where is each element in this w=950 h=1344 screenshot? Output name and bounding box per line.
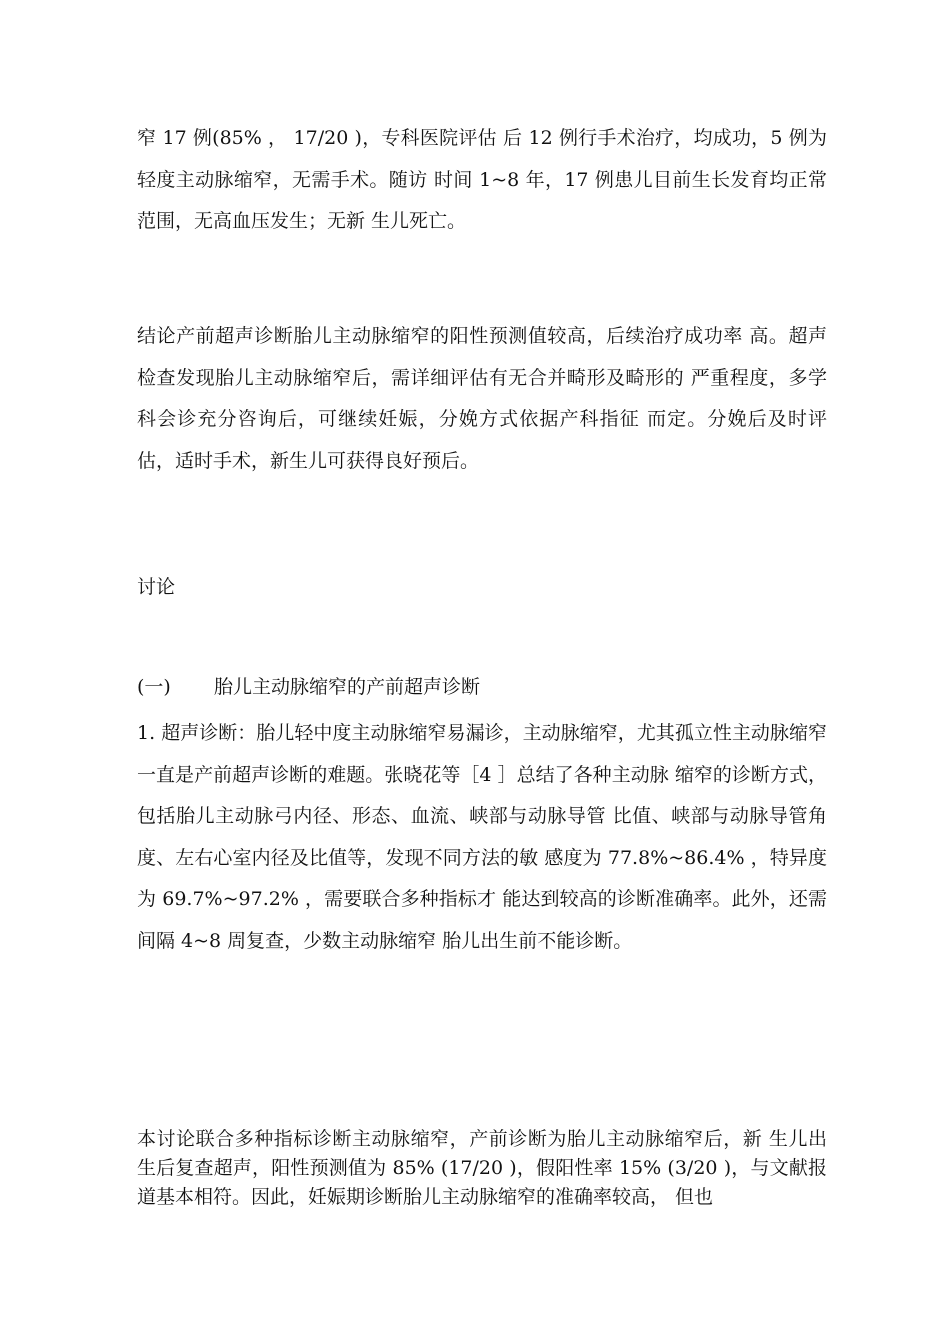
paragraph-results-followup: 窄 17 例(85% ， 17/20 )，专科医院评估 后 12 例行手术治疗，均成功，5 例为轻度主动脉缩窄，无需手术。随访 时间 1~8 年，17 例患儿目前生长发育均正常范围，无高血压发生；无新 生儿死亡。	[137, 127, 827, 232]
heading-discussion: 讨论	[137, 576, 176, 598]
paragraph-conclusion: 结论产前超声诊断胎儿主动脉缩窄的阳性预测值较高，后续治疗成功率 高。超声检查发现胎儿主动脉缩窄后，需详细评估有无合并畸形及畸形的 严重程度，多学科会诊充分咨询后，可继续妊娠，分娩方式依据产科指征 而定。分娩后及时评估，适时手术，新生儿可获得良好预后。	[137, 325, 827, 472]
section-title: 胎儿主动脉缩窄的产前超声诊断	[214, 676, 481, 698]
paragraph-discussion-summary: 本讨论联合多种指标诊断主动脉缩窄，产前诊断为胎儿主动脉缩窄后，新 生儿出生后复查超声，阳性预测值为 85% (17/20 )，假阳性率 15% (3/20 )，与文献报道基本相符。因此，妊娠期诊断胎儿主动脉缩窄的准确率较高， 但也	[137, 1128, 827, 1208]
section-number: (一)	[137, 676, 171, 698]
paragraph-ultrasound-diagnosis: 1. 超声诊断：胎儿轻中度主动脉缩窄易漏诊，主动脉缩窄，尤其孤立性主动脉缩窄一直是产前超声诊断的难题。张晓花等［4 ］总结了各种主动脉 缩窄的诊断方式，包括胎儿主动脉弓内径、形态、血流、峡部与动脉导管 比值、峡部与动脉导管角度、左右心室内径及比值等，发现不同方法的敏 感度为 77.8%~86.4% ，特异度为 69.7%~97.2% ，需要联合多种指标才 能达到较高的诊断准确率。此外，还需间隔 4~8 周复查，少数主动脉缩窄 胎儿出生前不能诊断。	[137, 722, 827, 952]
section-heading-one	[137, 673, 480, 701]
